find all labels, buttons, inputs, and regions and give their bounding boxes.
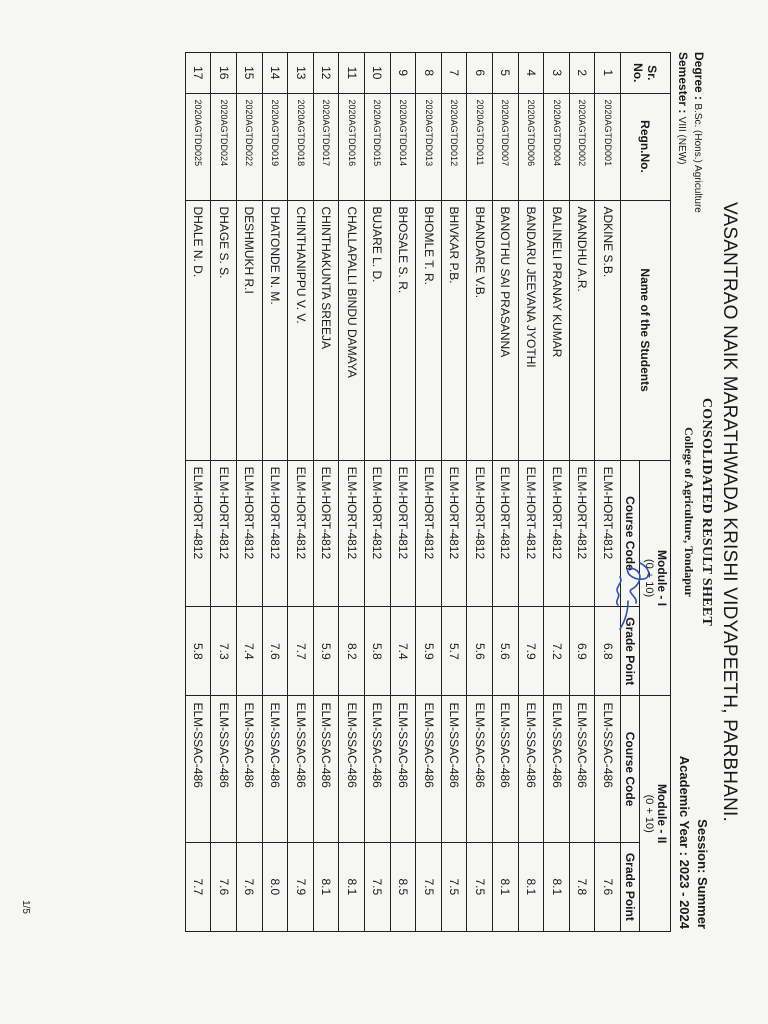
regn-no-cell: 2020AGTDD014 [390,93,416,200]
regn-no-cell: 2020AGTDD016 [339,93,365,200]
sr-no-cell: 12 [313,53,339,94]
sheet-title: CONSOLIDATED RESULT SHEET [699,397,714,627]
student-name-cell: BANOTHU SAI PRASANNA [493,200,519,460]
module-1-course-cell: ELM-HORT-4812 [569,460,595,606]
table-row [416,53,442,932]
module-2-grade-cell: 8.1 [544,842,570,931]
academic-year-label: Academic Year : [677,755,692,856]
module-1-grade-cell: 6.8 [595,607,621,696]
student-name-cell: BALINELI PRANAY KUMAR [544,200,570,460]
regn-no-cell: 2020AGTDD013 [416,93,442,200]
student-name-cell: ANANDHU A.R. [569,200,595,460]
module-2-course-cell: ELM-SSAC-486 [211,696,237,842]
sr-no-cell: 6 [467,53,493,94]
module-1-grade-cell: 5.8 [365,607,391,696]
module-1-course-cell: ELM-HORT-4812 [237,460,263,606]
module-1-course-cell: ELM-HORT-4812 [365,460,391,606]
semester-info [676,52,690,165]
regn-no-cell: 2020AGTDD004 [544,93,570,200]
module-2-grade-cell: 8.1 [493,842,519,931]
table-row [569,53,595,932]
module-2-course-cell: ELM-SSAC-486 [288,696,314,842]
student-name-cell: DHALE N. D. [185,200,211,460]
table-row [365,53,391,932]
regn-no-cell: 2020AGTDD024 [211,93,237,200]
module-2-course-cell: ELM-SSAC-486 [390,696,416,842]
sr-no-cell: 13 [288,53,314,94]
module-2-grade-cell: 7.5 [441,842,467,931]
regn-no-cell: 2020AGTDD002 [569,93,595,200]
sr-no-cell: 5 [493,53,519,94]
student-name-cell: BHANDARE V.B. [467,200,493,460]
sr-no-cell: 1 [595,53,621,94]
module-1-grade-cell: 5.8 [185,607,211,696]
sr-no-cell: 17 [185,53,211,94]
table-row [313,53,339,932]
module-1-course-cell: ELM-HORT-4812 [416,460,442,606]
module-2-title: Module - II [655,784,669,844]
signature-mark [598,555,658,635]
regn-no-cell: 2020AGTDD006 [518,93,544,200]
module-2-course-cell: ELM-SSAC-486 [416,696,442,842]
sr-no-cell: 11 [339,53,365,94]
module-2-course-cell: ELM-SSAC-486 [339,696,365,842]
session-label: Session: [695,819,710,874]
module-1-grade-cell: 7.4 [390,607,416,696]
module-1-grade-cell: 7.9 [518,607,544,696]
table-row [288,53,314,932]
module-1-grade-cell: 7.3 [211,607,237,696]
table-row [493,53,519,932]
module-1-grade-cell: 7.6 [262,607,288,696]
degree-info [692,52,706,213]
table-row [262,53,288,932]
signature-stroke [617,563,649,629]
module-2-credits: (0 + 10) [643,794,655,833]
module-1-course-cell: ELM-HORT-4812 [262,460,288,606]
student-name-cell: BHOMLE T. R. [416,200,442,460]
module-2-grade-cell: 7.7 [185,842,211,931]
module-1-course-cell: ELM-HORT-4812 [441,460,467,606]
module-2-course-cell: ELM-SSAC-486 [569,696,595,842]
student-name-cell: CHINTHANIPPU V. V. [288,200,314,460]
module-2-course-cell: ELM-SSAC-486 [595,696,621,842]
result-table-body [185,53,620,932]
degree-label: Degree : [692,52,706,101]
module-1-course-cell: ELM-HORT-4812 [595,460,621,606]
sr-no-cell: 15 [237,53,263,94]
module-2-grade-cell: 7.5 [365,842,391,931]
regn-no-cell: 2020AGTDD007 [493,93,519,200]
module-1-course-cell: ELM-HORT-4812 [339,460,365,606]
module-1-course-cell: ELM-HORT-4812 [390,460,416,606]
module-2-grade-cell: 7.9 [288,842,314,931]
regn-no-cell: 2020AGTDD011 [467,93,493,200]
module-1-grade-cell: 7.2 [544,607,570,696]
module-2-grade-cell: 7.5 [467,842,493,931]
module-1-grade-cell: 7.4 [237,607,263,696]
module-2-course-code-header: Course Code [621,696,640,842]
sr-no-cell: 16 [211,53,237,94]
module-1-course-cell: ELM-HORT-4812 [185,460,211,606]
sr-no-header: Sr. No. [621,53,671,94]
regn-no-cell: 2020AGTDD001 [595,93,621,200]
session-value: Summer [695,876,710,929]
table-row [237,53,263,932]
college-name: College of Agriculture, Tondapur [682,427,696,597]
module-2-course-cell: ELM-SSAC-486 [365,696,391,842]
module-1-course-cell: ELM-HORT-4812 [211,460,237,606]
module-1-grade-cell: 5.7 [441,607,467,696]
module-2-course-cell: ELM-SSAC-486 [441,696,467,842]
table-row [211,53,237,932]
module-1-grade-cell: 5.6 [493,607,519,696]
regn-no-header: Regn.No. [621,93,671,200]
module-2-grade-cell: 8.1 [518,842,544,931]
module-2-course-cell: ELM-SSAC-486 [237,696,263,842]
module-2-grade-cell: 7.6 [237,842,263,931]
table-row [390,53,416,932]
degree-value: B.Sc. (Hons.) Agriculture [692,103,703,213]
semester-label: Semester : [676,52,690,114]
sr-no-cell: 14 [262,53,288,94]
regn-no-cell: 2020AGTDD019 [262,93,288,200]
student-name-cell: BHIVKAR P.B. [441,200,467,460]
student-name-cell: BANDARU JEEVANA JYOTHI [518,200,544,460]
module-1-course-cell: ELM-HORT-4812 [544,460,570,606]
module-1-credits: (0 + 10) [643,558,655,598]
module-2-course-cell: ELM-SSAC-486 [467,696,493,842]
table-row [467,53,493,932]
student-name-cell: BUJARE L. D. [365,200,391,460]
table-row [441,53,467,932]
sr-no-cell: 9 [390,53,416,94]
sr-no-cell: 8 [416,53,442,94]
student-name-cell: CHALLAPALLI BINDU DAMAYA [339,200,365,460]
student-name-cell: ADKINE S.B. [595,200,621,460]
module-2-course-cell: ELM-SSAC-486 [313,696,339,842]
student-name-cell: DHAGE S. S. [211,200,237,460]
module-2-grade-cell: 8.0 [262,842,288,931]
module-2-grade-cell: 8.1 [313,842,339,931]
module-1-course-cell: ELM-HORT-4812 [518,460,544,606]
module-2-grade-cell: 7.5 [416,842,442,931]
sr-no-cell: 10 [365,53,391,94]
table-row [544,53,570,932]
module-1-grade-cell: 6.9 [569,607,595,696]
sr-no-cell: 7 [441,53,467,94]
table-row [185,53,211,932]
semester-value: VIII (NEW) [676,116,687,165]
module-2-grade-cell: 7.8 [569,842,595,931]
sr-no-cell: 3 [544,53,570,94]
module-2-grade-cell: 8.5 [390,842,416,931]
table-row [339,53,365,932]
module-2-header [640,696,671,932]
module-1-title: Module - I [655,550,669,607]
module-1-course-cell: ELM-HORT-4812 [467,460,493,606]
module-1-grade-cell: 7.7 [288,607,314,696]
academic-year-value: 2023 - 2024 [677,859,692,929]
regn-no-cell: 2020AGTDD022 [237,93,263,200]
table-row [595,53,621,932]
module-2-course-cell: ELM-SSAC-486 [185,696,211,842]
module-2-grade-point-header: Grade Point [621,842,640,931]
student-name-cell: CHINTHAKUNTA SREEJA [313,200,339,460]
module-1-course-cell: ELM-HORT-4812 [313,460,339,606]
module-2-grade-cell: 7.6 [595,842,621,931]
module-2-course-cell: ELM-SSAC-486 [518,696,544,842]
module-2-course-cell: ELM-SSAC-486 [262,696,288,842]
regn-no-cell: 2020AGTDD015 [365,93,391,200]
module-2-grade-cell: 8.1 [339,842,365,931]
module-2-course-cell: ELM-SSAC-486 [544,696,570,842]
module-1-course-code-header: Course Code [621,460,640,606]
university-title: VASANTRAO NAIK MARATHWADA KRISHI VIDYAPEETH, PARBHANI. [719,202,740,822]
sr-no-cell: 2 [569,53,595,94]
regn-no-cell: 2020AGTDD017 [313,93,339,200]
module-1-course-cell: ELM-HORT-4812 [288,460,314,606]
module-1-grade-cell: 8.2 [339,607,365,696]
student-name-cell: DHATONDE N. M. [262,200,288,460]
student-name-header: Name of the Students [621,200,671,460]
page-number: 1/5 [20,900,31,914]
student-name-cell: DESHMUKH R.I [237,200,263,460]
module-1-course-cell: ELM-HORT-4812 [493,460,519,606]
module-2-course-cell: ELM-SSAC-486 [493,696,519,842]
result-table [185,52,671,932]
session-info [695,819,710,929]
regn-no-cell: 2020AGTDD025 [185,93,211,200]
regn-no-cell: 2020AGTDD012 [441,93,467,200]
academic-year-info [677,756,692,929]
module-1-grade-point-header: Grade Point [621,607,640,696]
student-name-cell: BHOSALE S. R. [390,200,416,460]
module-2-grade-cell: 7.6 [211,842,237,931]
module-1-grade-cell: 5.9 [416,607,442,696]
sr-no-cell: 4 [518,53,544,94]
module-1-grade-cell: 5.9 [313,607,339,696]
regn-no-cell: 2020AGTDD018 [288,93,314,200]
table-row [518,53,544,932]
module-1-grade-cell: 5.6 [467,607,493,696]
